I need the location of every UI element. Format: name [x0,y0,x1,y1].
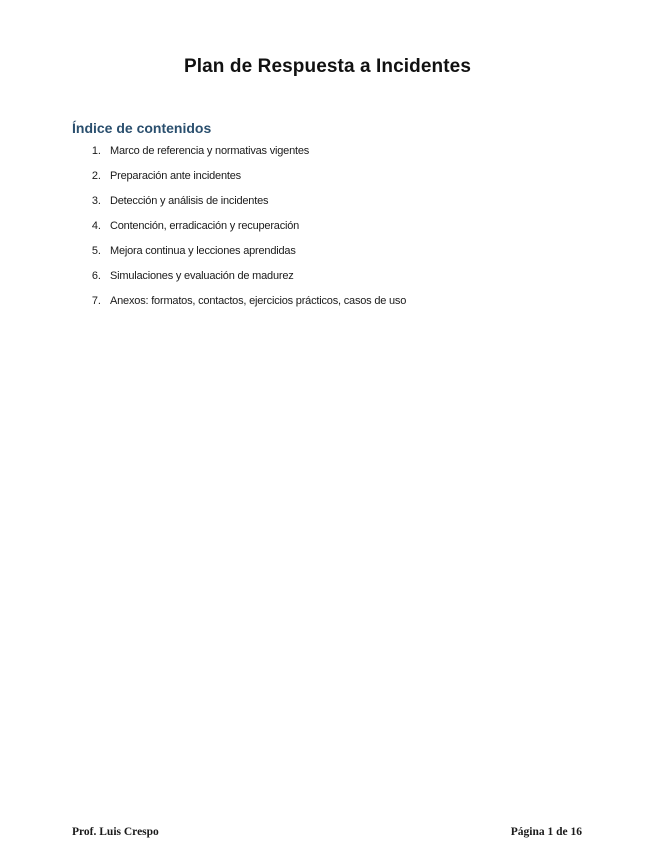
toc-item-number: 5. [91,245,101,257]
toc-item-number: 3. [91,195,101,207]
toc-item [72,170,592,195]
document-title: Plan de Respuesta a Incidentes [183,56,472,77]
toc-item-number: 6. [91,270,101,282]
toc-item-label: Detección y análisis de incidentes [110,195,269,207]
toc-item [72,270,592,295]
toc-item [72,195,592,220]
toc-item [72,245,592,270]
toc-item-number: 7. [91,295,101,307]
toc-item-number: 1. [91,145,101,157]
toc-item-label: Preparación ante incidentes [110,170,241,182]
toc-item [72,145,592,170]
toc-item-number: 2. [91,170,101,182]
table-of-contents [72,145,592,320]
toc-item [72,220,592,245]
toc-item-label: Contención, erradicación y recuperación [110,220,300,232]
footer-page-indicator: Página 1 de 16 [510,826,582,838]
toc-item-number: 4. [91,220,101,232]
toc-item [72,295,592,320]
toc-heading: Índice de contenidos [72,120,212,136]
toc-item-label: Anexos: formatos, contactos, ejercicios prácticos, casos de uso [110,295,407,307]
footer-author: Prof. Luis Crespo [72,826,159,838]
toc-item-label: Marco de referencia y normativas vigentes [110,145,310,157]
toc-item-label: Simulaciones y evaluación de madurez [110,270,294,282]
toc-item-label: Mejora continua y lecciones aprendidas [110,245,296,257]
